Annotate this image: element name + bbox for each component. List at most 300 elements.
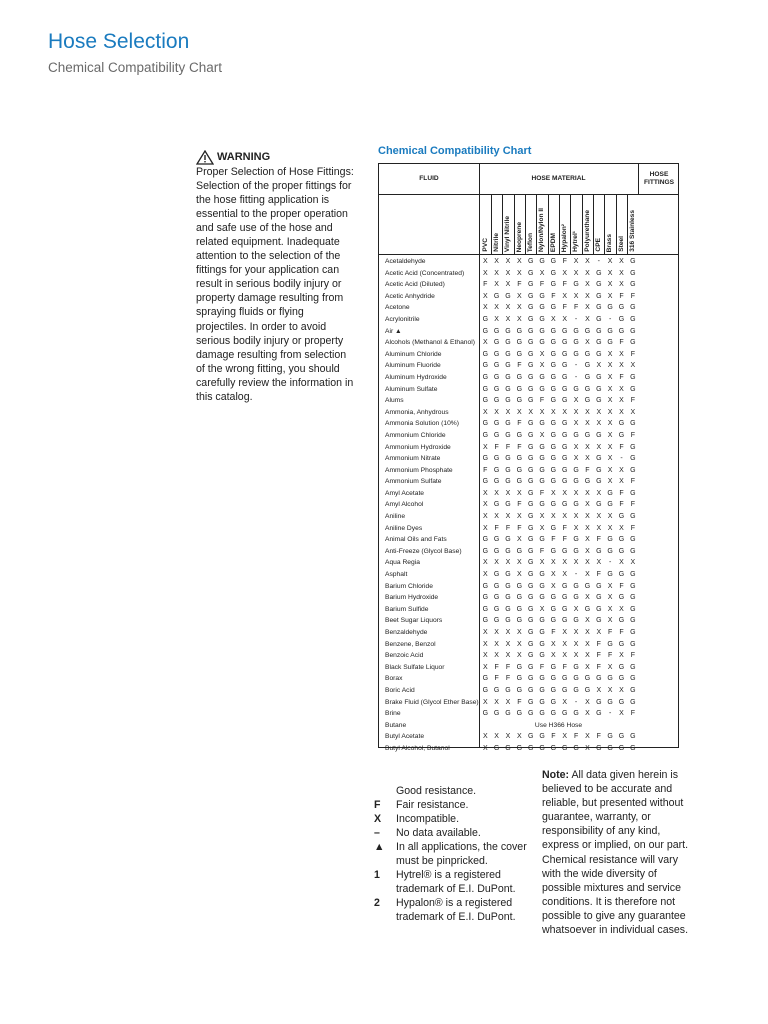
rating-cell: X — [585, 420, 590, 428]
rating-cell: G — [584, 397, 591, 405]
rating-cell: - — [574, 315, 578, 323]
rating-cell: G — [516, 686, 523, 694]
rating-cell: X — [505, 733, 511, 741]
legend-symbol: F — [374, 799, 381, 811]
header-hose-fittings: HOSE FITTINGS — [643, 171, 675, 186]
rating-cell: X — [562, 408, 568, 416]
rating-cell: G — [573, 385, 579, 393]
rating-cell: G — [596, 582, 602, 590]
rating-cell: G — [482, 385, 489, 393]
fluid-name: Amyl Alcohol — [385, 501, 424, 509]
rating-cell: G — [516, 710, 523, 718]
rating-cell: X — [551, 513, 556, 521]
rating-cell: - — [620, 455, 623, 463]
rating-cell: X — [607, 420, 613, 428]
table-row — [379, 499, 678, 511]
column-divider — [559, 194, 560, 254]
rating-cell: X — [596, 362, 602, 370]
compatibility-table — [378, 163, 679, 752]
rating-cell: G — [539, 640, 545, 648]
rating-cell: X — [573, 455, 579, 463]
rating-cell: G — [539, 315, 545, 323]
rating-cell: G — [539, 675, 545, 683]
rating-cell: G — [562, 478, 568, 486]
special-note: Use H366 Hose — [534, 721, 583, 729]
rating-cell: G — [493, 547, 500, 555]
fluid-name: Aluminum Chloride — [385, 350, 442, 358]
rating-cell: G — [550, 258, 557, 265]
rating-cell: X — [482, 408, 488, 416]
rating-cell: G — [630, 617, 636, 625]
rating-cell: G — [630, 744, 636, 752]
table-row — [379, 407, 678, 419]
rating-cell: X — [562, 269, 568, 277]
rating-cell: G — [596, 304, 602, 312]
rating-cell: F — [596, 536, 601, 544]
rating-cell: G — [527, 327, 534, 335]
rating-cell: X — [517, 315, 522, 323]
rating-cell: G — [527, 663, 534, 671]
column-label: Hytrel¹ — [572, 231, 580, 252]
rating-cell: X — [596, 443, 602, 451]
rating-cell: G — [527, 524, 534, 532]
rating-cell: G — [482, 397, 489, 405]
rating-cell: X — [619, 652, 624, 660]
column-divider — [536, 194, 537, 254]
rating-cell: G — [516, 466, 523, 474]
rating-cell: G — [550, 385, 557, 393]
rating-cell: G — [573, 478, 579, 486]
table-row — [379, 743, 678, 755]
table-row — [379, 488, 678, 500]
rating-cell: X — [585, 258, 590, 265]
rating-cell: G — [630, 443, 636, 451]
rating-cell: X — [539, 524, 545, 532]
rating-cell: X — [585, 698, 590, 706]
table-row — [379, 731, 678, 743]
rating-cell: G — [550, 431, 557, 439]
rating-cell: X — [607, 258, 613, 265]
rating-cell: G — [539, 617, 545, 625]
rating-cell: X — [505, 513, 511, 521]
rating-cell: X — [585, 629, 590, 636]
rating-cell: G — [596, 617, 602, 625]
rating-cell: X — [585, 292, 590, 300]
rating-cell: G — [516, 617, 523, 625]
rating-cell: G — [527, 744, 534, 752]
rating-cell: G — [550, 397, 557, 405]
rating-cell: X — [482, 443, 488, 451]
fluid-name: Acetone — [385, 304, 410, 312]
table-row — [379, 268, 678, 280]
rating-cell: X — [619, 559, 624, 567]
rating-cell: X — [539, 431, 545, 439]
rating-cell: G — [607, 536, 613, 544]
warning-triangle-icon — [196, 150, 214, 165]
rating-cell: X — [482, 559, 488, 567]
rating-cell: G — [630, 571, 636, 579]
rating-cell: G — [493, 455, 500, 463]
rating-cell: G — [596, 501, 602, 509]
rating-cell: G — [482, 675, 489, 683]
table-row — [379, 534, 678, 546]
rating-cell: X — [607, 443, 613, 451]
rating-cell: X — [562, 315, 568, 323]
fluid-name: Ammonium Nitrate — [385, 455, 441, 463]
rating-cell: X — [573, 489, 579, 497]
table-row — [379, 476, 678, 488]
rating-cell: G — [527, 559, 534, 567]
fluid-name: Butyl Alcohol, Butanol — [385, 744, 450, 752]
rating-cell: G — [482, 710, 489, 718]
rating-cell: G — [584, 686, 591, 694]
rating-cell: G — [482, 478, 489, 486]
rating-cell: X — [607, 397, 613, 405]
rating-cell: X — [619, 686, 624, 694]
rating-cell: X — [585, 571, 590, 579]
rating-cell: X — [607, 594, 613, 602]
rating-cell: G — [482, 547, 489, 555]
rating-cell: X — [517, 733, 522, 741]
rating-cell: G — [527, 339, 534, 347]
rating-cell: G — [550, 466, 557, 474]
rating-cell: G — [539, 385, 545, 393]
rating-cell: G — [505, 385, 511, 393]
rating-cell: X — [551, 559, 556, 567]
legend-text: Fair resistance. — [396, 799, 469, 811]
rating-cell: X — [619, 524, 624, 532]
rating-cell: X — [539, 513, 545, 521]
column-divider — [548, 194, 549, 254]
rating-cell: G — [516, 675, 523, 683]
rating-cell: G — [527, 420, 534, 428]
rating-cell: G — [550, 698, 557, 706]
rating-cell: G — [596, 698, 602, 706]
rating-cell: G — [527, 489, 534, 497]
rating-cell: G — [573, 547, 579, 555]
rating-cell: F — [585, 466, 590, 474]
rating-cell: G — [505, 339, 511, 347]
rating-cell: X — [551, 315, 556, 323]
rating-cell: F — [517, 698, 522, 706]
rating-cell: G — [527, 466, 534, 474]
rating-cell: G — [539, 594, 545, 602]
rating-cell: G — [573, 431, 579, 439]
note-label: Note: — [542, 769, 570, 781]
legend — [374, 784, 534, 924]
rating-cell: G — [607, 501, 613, 509]
rating-cell: G — [505, 582, 511, 590]
rating-cell: G — [482, 455, 489, 463]
rating-cell: G — [584, 431, 591, 439]
rating-cell: G — [505, 605, 511, 613]
rating-cell: X — [619, 350, 624, 358]
table-row — [379, 523, 678, 535]
rating-cell: G — [539, 686, 545, 694]
rating-cell: G — [493, 362, 500, 370]
rating-cell: X — [517, 652, 522, 660]
rating-cell: X — [585, 617, 590, 625]
rating-cell: G — [618, 547, 625, 555]
rating-cell: X — [607, 281, 613, 289]
rating-cell: X — [494, 698, 499, 706]
rating-cell: G — [596, 466, 602, 474]
rating-cell: F — [596, 663, 601, 671]
rating-cell: X — [551, 582, 556, 590]
legend-text: Hypalon® is a registered trademark of E.I. DuPont. — [396, 897, 516, 923]
rating-cell: X — [573, 629, 579, 636]
column-label: Polyurethane — [583, 210, 591, 252]
rating-cell: G — [550, 281, 557, 289]
rating-cell: G — [527, 686, 534, 694]
rating-cell: G — [493, 582, 500, 590]
column-label: Brass — [606, 233, 614, 252]
table-row — [379, 720, 678, 732]
rating-cell: G — [482, 431, 489, 439]
rating-cell: G — [539, 629, 545, 636]
rating-cell: X — [607, 466, 613, 474]
rating-cell: G — [505, 327, 511, 335]
column-divider — [570, 194, 571, 254]
rating-cell: F — [562, 524, 567, 532]
rating-cell: G — [493, 339, 500, 347]
rating-cell: G — [607, 744, 613, 752]
rating-cell: G — [482, 362, 489, 370]
column-label: Neoprene — [515, 221, 523, 252]
rating-cell: G — [550, 339, 557, 347]
column-label: EPDM — [549, 232, 557, 252]
rating-cell: G — [562, 675, 568, 683]
rating-cell: X — [607, 513, 613, 521]
table-row — [379, 615, 678, 627]
rating-cell: X — [585, 663, 590, 671]
rating-cell: G — [550, 594, 557, 602]
rating-cell: G — [550, 420, 557, 428]
rating-cell: X — [619, 362, 624, 370]
rating-cell: G — [596, 327, 602, 335]
legend-item — [374, 798, 534, 812]
rating-cell: G — [482, 420, 489, 428]
rating-cell: X — [517, 559, 522, 567]
page-subtitle: Chemical Compatibility Chart — [48, 60, 223, 75]
rating-cell: G — [493, 501, 500, 509]
rating-cell: G — [527, 605, 534, 613]
rating-cell: G — [562, 455, 568, 463]
rating-cell: G — [493, 571, 500, 579]
rating-cell: G — [596, 594, 602, 602]
rating-cell: G — [527, 513, 534, 521]
rating-cell: G — [562, 582, 568, 590]
rating-cell: G — [562, 501, 568, 509]
rating-cell: G — [573, 710, 579, 718]
rating-cell: X — [607, 269, 613, 277]
rating-cell: G — [596, 281, 602, 289]
rating-cell: G — [596, 605, 602, 613]
rating-cell: X — [505, 304, 511, 312]
rating-cell: G — [505, 397, 511, 405]
rating-cell: G — [562, 431, 568, 439]
column-label: 316 Stainless — [629, 210, 637, 252]
rating-cell: X — [482, 524, 488, 532]
rating-cell: - — [597, 258, 600, 265]
rating-cell: X — [551, 489, 556, 497]
rating-cell: X — [562, 733, 568, 741]
rating-cell: X — [517, 640, 522, 648]
rating-cell: X — [585, 559, 590, 567]
table-row — [379, 662, 678, 674]
legend-text: In all applications, the cover must be pinpricked. — [396, 841, 527, 867]
fluid-name: Aniline — [385, 513, 406, 521]
rating-cell: G — [527, 269, 534, 277]
rating-cell: X — [505, 652, 511, 660]
fluid-name: Barium Hydroxide — [385, 594, 439, 602]
rating-cell: G — [527, 629, 534, 636]
rating-cell: F — [630, 397, 635, 405]
rating-cell: G — [607, 327, 613, 335]
rating-cell: G — [527, 582, 534, 590]
rating-cell: G — [539, 466, 545, 474]
rating-cell: X — [619, 385, 624, 393]
rating-cell: G — [596, 373, 602, 381]
rating-cell: G — [573, 663, 579, 671]
rating-cell: G — [607, 547, 613, 555]
rating-cell: G — [630, 663, 636, 671]
rating-cell: G — [539, 339, 545, 347]
rating-cell: G — [527, 362, 534, 370]
rating-cell: G — [516, 431, 523, 439]
rating-cell: G — [516, 547, 523, 555]
column-label: Teflon — [526, 232, 534, 252]
rating-cell: F — [551, 733, 556, 741]
rating-cell: G — [527, 617, 534, 625]
rating-cell: X — [630, 559, 636, 567]
rating-cell: G — [516, 397, 523, 405]
rating-cell: G — [618, 617, 625, 625]
column-label: Hypalon² — [560, 223, 568, 252]
rating-cell: F — [517, 420, 522, 428]
rating-cell: F — [608, 652, 613, 660]
rating-cell: X — [482, 513, 488, 521]
rating-cell: G — [630, 629, 636, 636]
rating-cell: X — [619, 269, 624, 277]
rating-cell: X — [585, 455, 590, 463]
rating-cell: X — [619, 408, 624, 416]
rating-cell: F — [562, 304, 567, 312]
rating-cell: X — [482, 652, 488, 660]
note-text: All data given herein is believed to be accurate and reliable, but presented without guarantee, warranty, or responsibility of any kind, express or implied, on our part. Chemical resistance will vary with the wide diversity of possible mixtures and service conditions. It is therefore not possible to give any guarantee whatsoever in individual cases. — [542, 769, 689, 937]
rating-cell: G — [493, 420, 500, 428]
rating-cell: G — [607, 339, 613, 347]
table-row — [379, 326, 678, 338]
warning-block — [196, 150, 356, 404]
rating-cell: X — [494, 258, 499, 265]
rating-cell: G — [539, 710, 545, 718]
column-label: PVC — [481, 238, 489, 252]
rating-cell: - — [574, 373, 578, 381]
rating-cell: G — [493, 431, 500, 439]
fluid-name: Ammonia Solution (10%) — [385, 420, 459, 428]
rating-cell: X — [482, 258, 488, 265]
legend-symbol: ▲ — [374, 841, 385, 853]
rating-cell: G — [630, 698, 636, 706]
rating-cell: X — [573, 559, 579, 567]
rating-cell: G — [596, 710, 602, 718]
legend-text: Incompatible. — [396, 813, 460, 825]
rating-cell: F — [539, 663, 545, 671]
rating-cell: G — [539, 501, 545, 509]
rating-cell: G — [630, 536, 636, 544]
column-divider — [582, 194, 583, 254]
rating-cell: F — [630, 478, 635, 486]
rating-cell: X — [539, 350, 545, 358]
rating-cell: G — [505, 547, 511, 555]
legend-symbol: – — [374, 827, 380, 839]
rating-cell: G — [596, 350, 602, 358]
rating-cell: G — [607, 489, 613, 497]
rating-cell: X — [505, 258, 511, 265]
rating-cell: G — [493, 605, 500, 613]
fluid-name: Amyl Acetate — [385, 489, 425, 497]
rating-cell: G — [493, 350, 500, 358]
rating-cell: F — [517, 524, 522, 532]
table-row — [379, 418, 678, 430]
column-labels — [379, 194, 678, 255]
rating-cell: X — [494, 652, 499, 660]
rating-cell: X — [482, 489, 488, 497]
rating-cell: G — [505, 350, 511, 358]
rating-cell: G — [527, 258, 534, 265]
rating-cell: - — [608, 559, 612, 567]
rating-cell: G — [493, 594, 500, 602]
rating-cell: X — [517, 513, 522, 521]
rating-cell: X — [585, 524, 590, 532]
rating-cell: G — [630, 733, 636, 741]
rating-cell: G — [527, 431, 534, 439]
rating-cell: G — [505, 420, 511, 428]
rating-cell: X — [562, 629, 568, 636]
rating-cell: - — [574, 571, 578, 579]
rating-cell: G — [505, 362, 511, 370]
rating-cell: F — [517, 281, 522, 289]
table-row — [379, 256, 678, 268]
table-row — [379, 360, 678, 372]
rating-cell: G — [539, 744, 545, 752]
rating-cell: G — [562, 397, 568, 405]
rating-cell: G — [516, 582, 523, 590]
rating-cell: G — [630, 466, 636, 474]
rating-cell: F — [630, 652, 635, 660]
rating-cell: - — [608, 315, 612, 323]
rating-cell: G — [527, 373, 534, 381]
column-divider — [502, 194, 503, 254]
rating-cell: X — [585, 640, 590, 648]
rating-cell: G — [630, 686, 636, 694]
rating-cell: G — [550, 744, 557, 752]
rating-cell: G — [573, 594, 579, 602]
rating-cell: G — [539, 304, 545, 312]
rating-cell: F — [608, 629, 613, 636]
rating-cell: F — [562, 258, 567, 265]
table-row — [379, 465, 678, 477]
rating-cell: G — [539, 698, 545, 706]
rating-cell: G — [482, 327, 489, 335]
rating-cell: - — [574, 362, 578, 370]
rating-cell: X — [494, 489, 499, 497]
fluid-name: Barium Sulfide — [385, 605, 429, 613]
rating-cell: G — [573, 466, 579, 474]
rating-cell: F — [517, 443, 522, 451]
rating-cell: G — [482, 617, 489, 625]
